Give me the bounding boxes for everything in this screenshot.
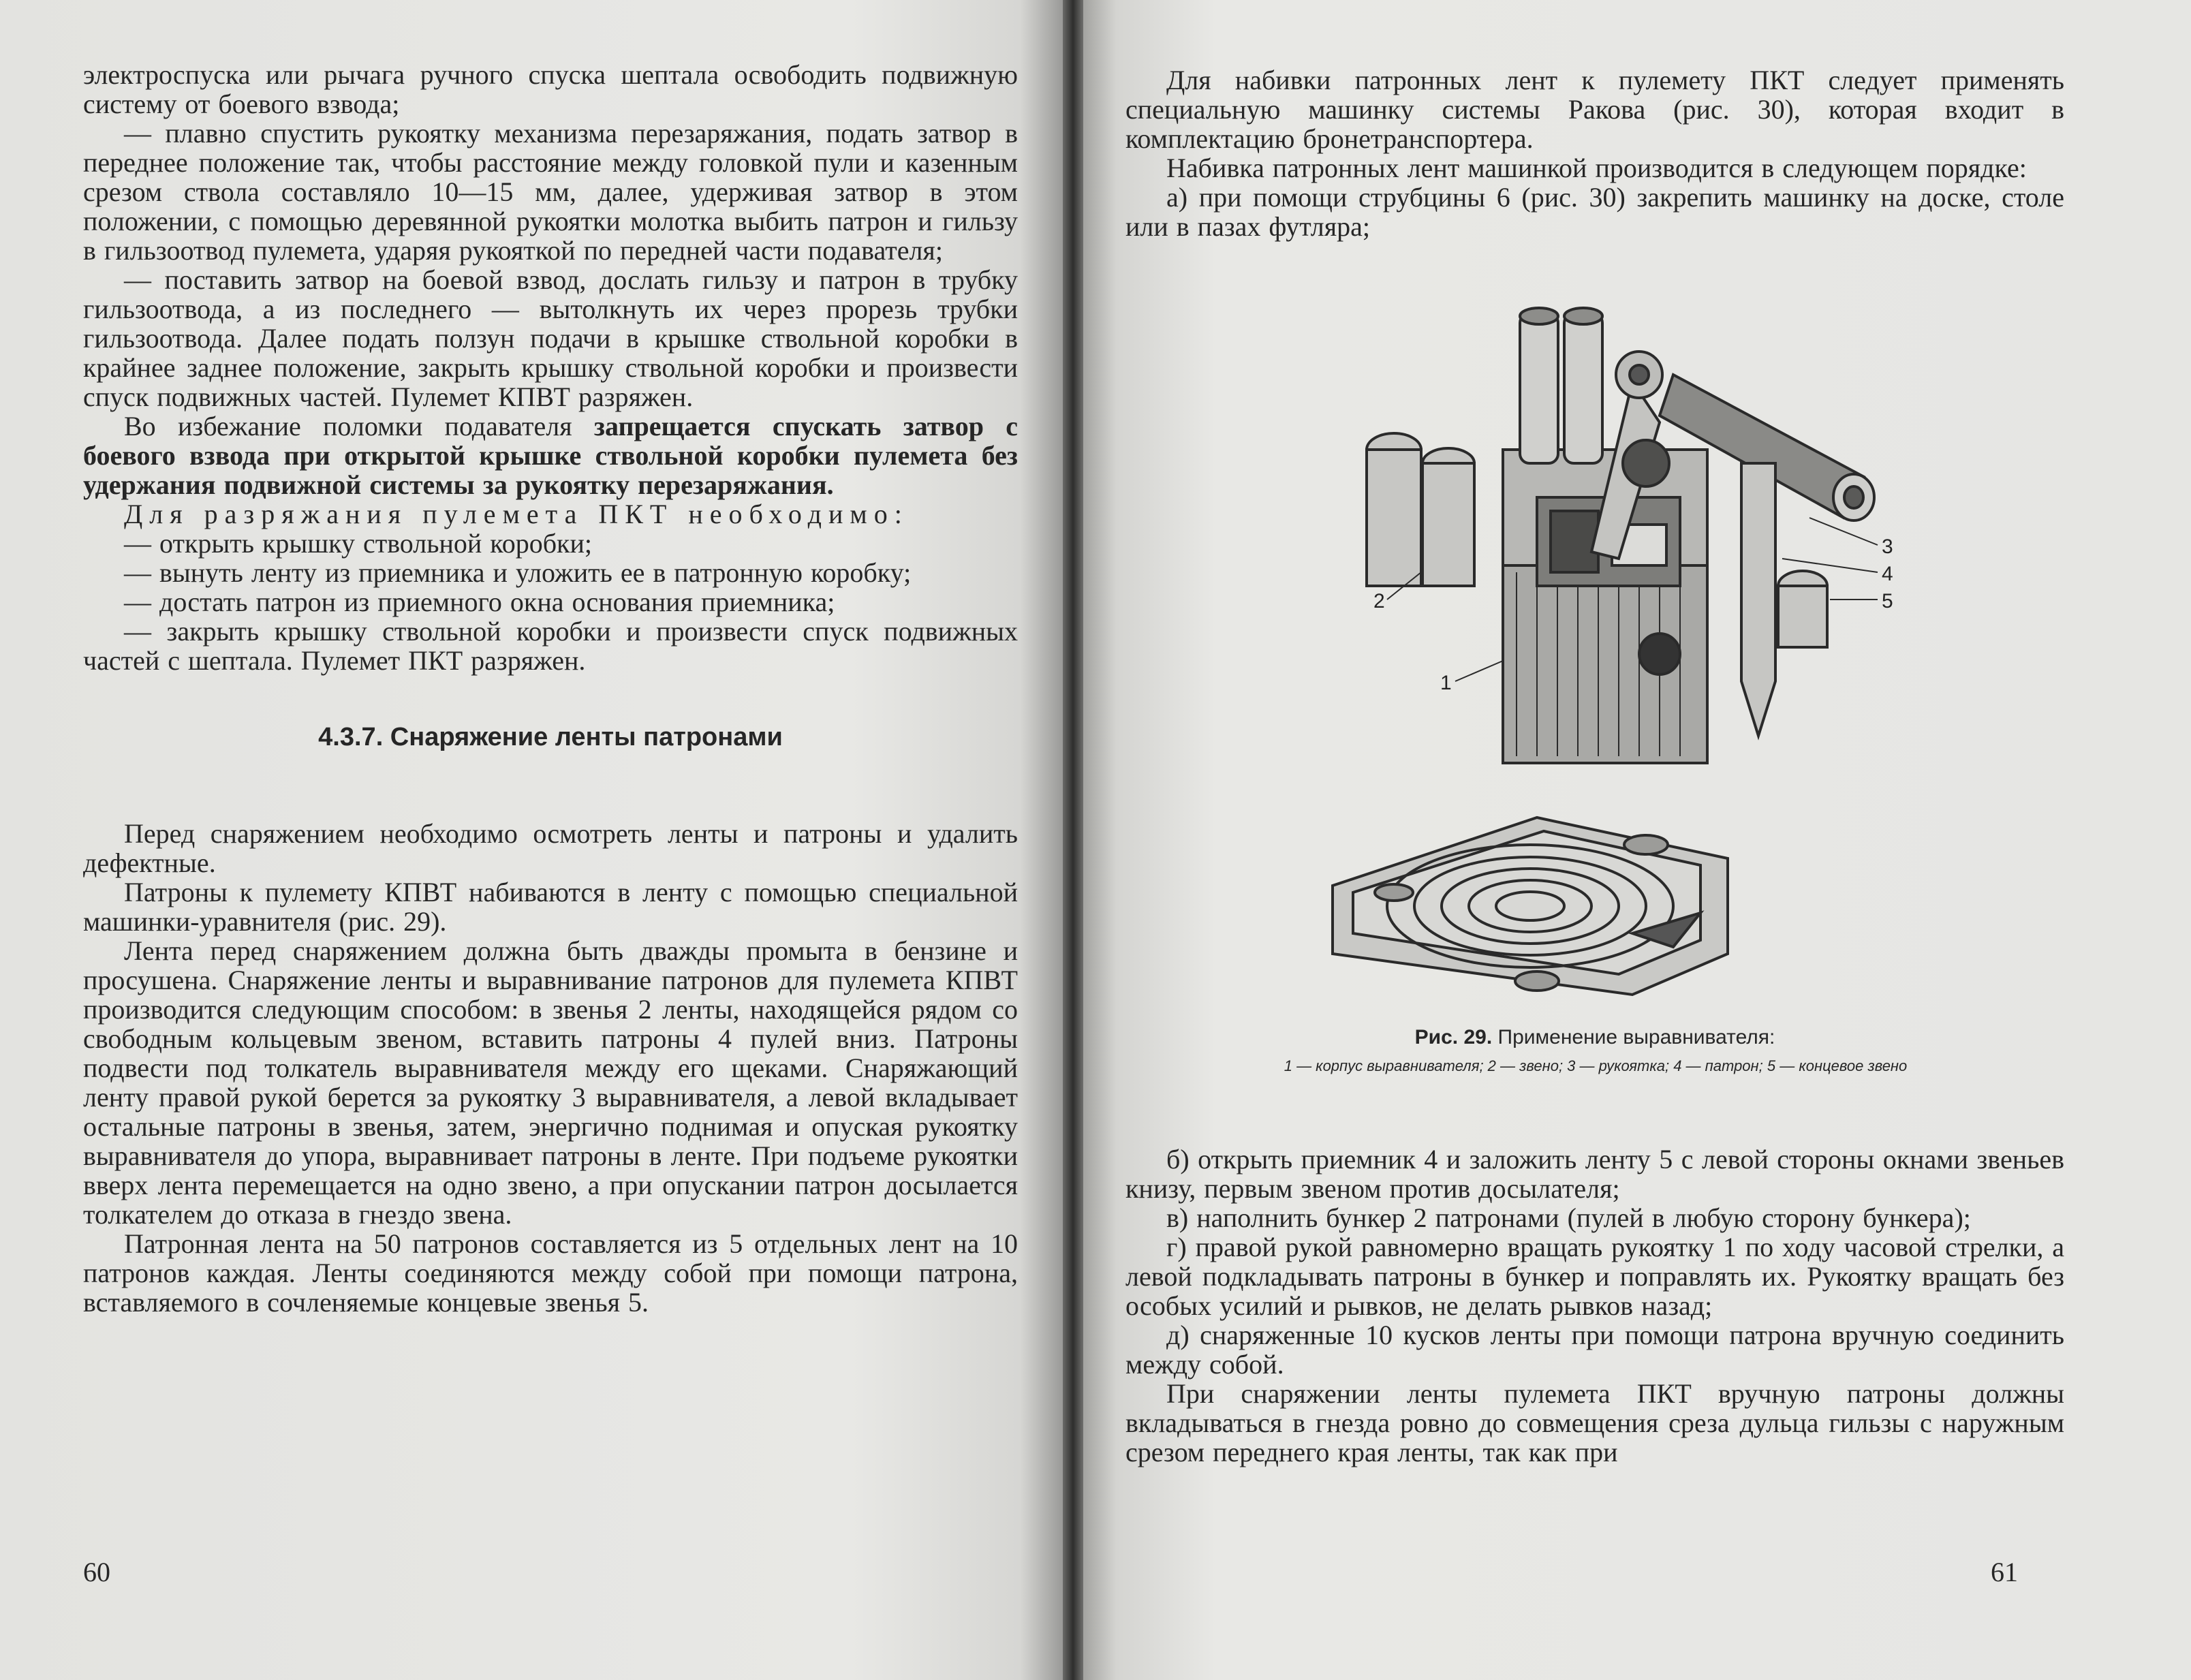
spaced-instruction: Для разряжания пулемета ПКТ необходимо: [124,499,909,529]
left-page [0,0,1063,1680]
callout-2: 2 [1373,590,1385,612]
warning-lead: Во избежание поломки подавателя [124,411,572,441]
paragraph: в) наполнить бункер 2 патронами (пулей в любую сторону бункера); [1166,1202,1971,1233]
paragraph: Патронная лента на 50 патронов составляется из 5 отдельных лент на 10 патронов каждая. Ленты соединяются между собой при помощи патрона, вставляемого в сочленяемые концевые звенья 5. [83,1228,1018,1318]
page-number: 61 [1991,1557,2018,1587]
paragraph: электроспуска или рычага ручного спуска шептала освободить подвижную систему от боевого взвода; [83,59,1018,119]
caption-legend: 1 — корпус выравнивателя; 2 — звено; 3 — рукоятка; 4 — патрон; 5 — концевое звено [1284,1057,1908,1074]
caption-title-text: Применение выравнивателя: [1497,1026,1775,1048]
paragraph: г) правой рукой равномерно вращать рукоятку 1 по ходу часовой стрелки, а левой подкладывать патроны в бункер и поправлять их. Рукоятку вращать без особых усилий и рывков, не делать рывков назад; [1125,1232,2064,1321]
right-page [1083,0,2191,1680]
caption-label: Рис. 29. [1414,1026,1493,1048]
list-item: — открыть крышку ствольной коробки; [124,528,593,559]
list-item: — достать патрон из приемного окна основания приемника; [124,587,835,617]
paragraph: Перед снаряжением необходимо осмотреть ленты и патроны и удалить дефектные. [83,818,1018,878]
paragraph: Для набивки патронных лент к пулемету ПКТ следует применять специальную машинку системы Ракова (рис. 30), которая входит в комплектацию бронетранспортера. [1125,65,2064,154]
paragraph: Патроны к пулемету КПВТ набиваются в ленту с помощью специальной машинки-уравнителя (рис. 29). [83,877,1018,937]
warning-paragraph [83,411,1018,499]
left-text-column [83,60,1018,1317]
paragraph: При снаряжении ленты пулемета ПКТ вручную патроны должны вкладываться в гнезда ровно до совмещения среза дульца гильзы с наружным срезом переднего края ленты, так как при [1125,1378,2064,1467]
aligner-machine-illustration [1251,300,1918,1022]
callout-1: 1 [1440,672,1452,694]
warning-bold: запрещается спускать затвор с боевого взвода при открытой крышке ствольной коробки пулемета без удержания подвижной системы за рукоятку перезаряжания. [83,411,1019,500]
list-item: — закрыть крышку ствольной коробки и произвести спуск подвижных частей с шептала. Пулемет ПКТ разряжен. [83,616,1018,676]
paragraph: — поставить затвор на боевой взвод, дослать гильзу и патрон в трубку гильзоотвода, а из последнего — вытолкнуть их через прорезь трубки гильзоотвода. Далее подать ползун подачи в крышке ствольной коробки в крайнее заднее положение, закрыть крышку ствольной коробки и произвести спуск подвижных частей. Пулемет КПВТ разряжен. [83,264,1018,412]
paragraph: д) снаряженные 10 кусков ленты при помощи патрона вручную соединить между собой. [1125,1320,2064,1380]
paragraph: а) при помощи струбцины 6 (рис. 30) закрепить машинку на доске, столе или в пазах футляра; [1125,182,2064,242]
page-number: 60 [83,1557,110,1587]
paragraph: Лента перед снаряжением должна быть дважды промыта в бензине и просушена. Снаряжение ленты и выравнивание патронов для пулемета КПВТ производится следующим способом: в звенья 2 ленты, находящейся рядом со свободным кольцевым звеном, вставить патроны 4 пулей вниз. Патроны подвести под толкатель выравнивателя между его щеками. Снаряжающий ленту правой рукой берется за рукоятку 3 выравнивателя, а левой вкладывает остальные патроны в звенья, затем, энергично поднимая и опуская рукоятку выравнивателя до упора, выравнивает патроны в ленте. При подъеме рукоятки вверх лента перемещается на одно звено, а при опускании патрон досылается толкателем до отказа в гнездо звена. [83,935,1018,1230]
list-item: — вынуть ленту из приемника и уложить ее в патронную коробку; [124,557,912,588]
section-heading: 4.3.7. Снаряжение ленты патронами [318,723,783,751]
right-top-text [1125,65,2064,241]
callout-4: 4 [1882,563,1893,585]
paragraph: — плавно спустить рукоятку механизма перезаряжания, подать затвор в переднее положение так, чтобы расстояние между головкой пули и казенным срезом ствола составляло 10—15 мм, далее, удерживая затвор в этом положении, с помощью деревянной рукоятки молотка выбить патрон и гильзу в гильзоотвод пулемета, ударяя рукояткой по передней части подавателя; [83,118,1018,266]
paragraph: б) открыть приемник 4 и заложить ленту 5 с левой стороны окнами звеньев книзу, первым звеном против досылателя; [1125,1144,2064,1204]
right-bottom-text [1125,1145,2064,1467]
book-gutter [1063,0,1083,1680]
paragraph: Набивка патронных лент машинкой производится в следующем порядке: [1166,153,2027,183]
callout-3: 3 [1882,535,1893,558]
caption-title [1125,1026,2064,1049]
callout-5: 5 [1882,590,1893,612]
